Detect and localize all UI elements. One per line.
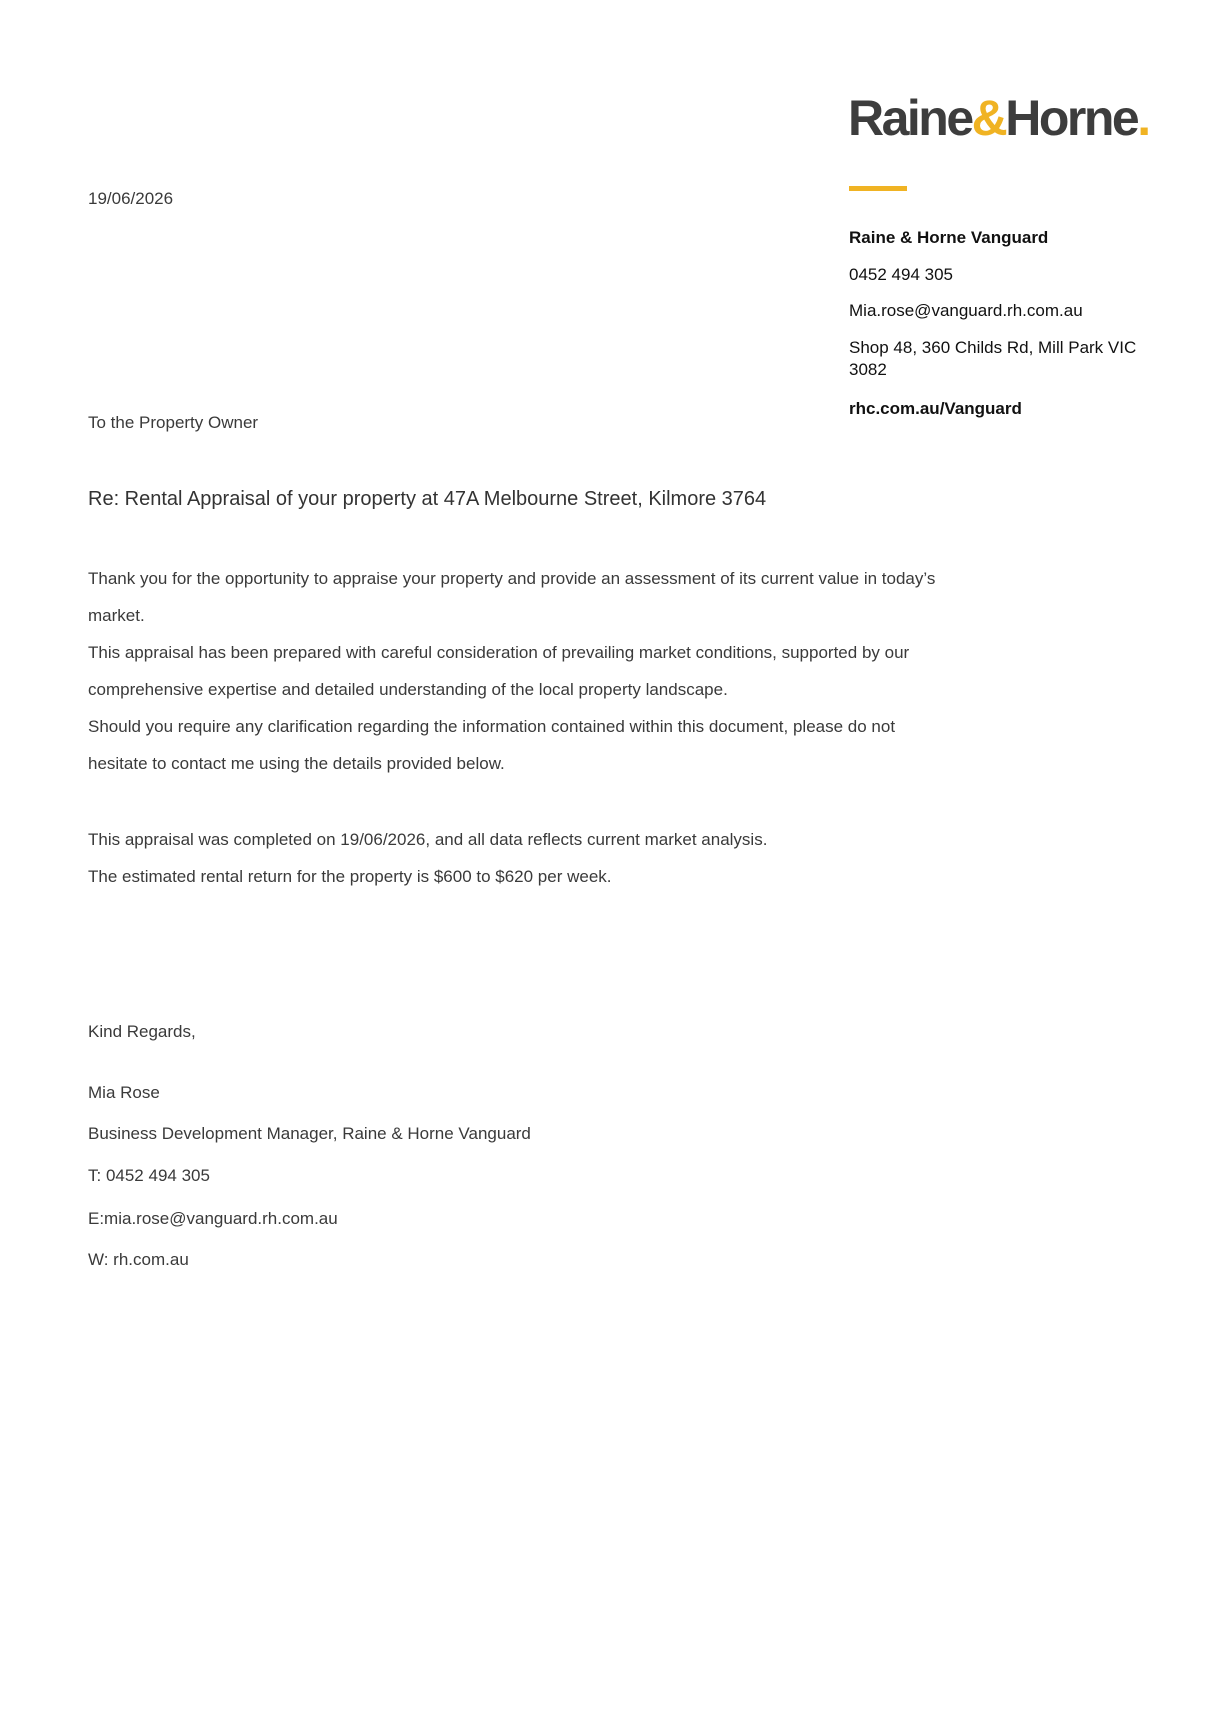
signature-phone: T: 0452 494 305 — [88, 1166, 210, 1185]
logo-dot: . — [1137, 90, 1149, 146]
letter-salutation: To the Property Owner — [88, 413, 259, 432]
body-paragraph-intro — [88, 560, 1048, 782]
agency-phone: 0452 494 305 — [849, 265, 953, 284]
agency-website: rhc.com.au/Vanguard — [849, 399, 1022, 418]
body-line: comprehensive expertise and detailed understanding of the local property landscape. — [88, 680, 728, 699]
signature-website: W: rh.com.au — [88, 1250, 189, 1269]
body-line: This appraisal was completed on 19/06/2026, and all data reflects current market analysis. — [88, 830, 768, 849]
body-paragraph-estimate — [88, 821, 1048, 895]
signature-email: E:mia.rose@vanguard.rh.com.au — [88, 1209, 338, 1228]
raine-horne-logo — [848, 88, 1168, 148]
letter-closing: Kind Regards, — [88, 1022, 196, 1041]
agency-name: Raine & Horne Vanguard — [849, 228, 1049, 247]
signature-name: Mia Rose — [88, 1083, 160, 1102]
letter-subject: Re: Rental Appraisal of your property at 47A Melbourne Street, Kilmore 3764 — [88, 488, 767, 510]
letter-date: 19/06/2026 — [88, 189, 174, 208]
accent-divider — [849, 186, 907, 191]
signature-title: Business Development Manager, Raine & Horne Vanguard — [88, 1124, 531, 1143]
body-line: hesitate to contact me using the details provided below. — [88, 754, 505, 773]
logo-word-raine: Raine — [848, 90, 972, 146]
logo-word-horne: Horne — [1005, 90, 1138, 146]
body-line: Thank you for the opportunity to appraise your property and provide an assessment of its current value in today’s — [88, 569, 936, 588]
body-line: The estimated rental return for the property is $600 to $620 per week. — [88, 867, 612, 886]
body-line: This appraisal has been prepared with careful consideration of prevailing market conditions, supported by our — [88, 643, 910, 662]
agency-address: Shop 48, 360 Childs Rd, Mill Park VIC 3082 — [849, 338, 1137, 379]
body-line: Should you require any clarification regarding the information contained within this document, please do not — [88, 717, 896, 736]
agency-email: Mia.rose@vanguard.rh.com.au — [849, 301, 1083, 320]
body-line: market. — [88, 606, 145, 625]
logo-ampersand: & — [971, 90, 1006, 146]
